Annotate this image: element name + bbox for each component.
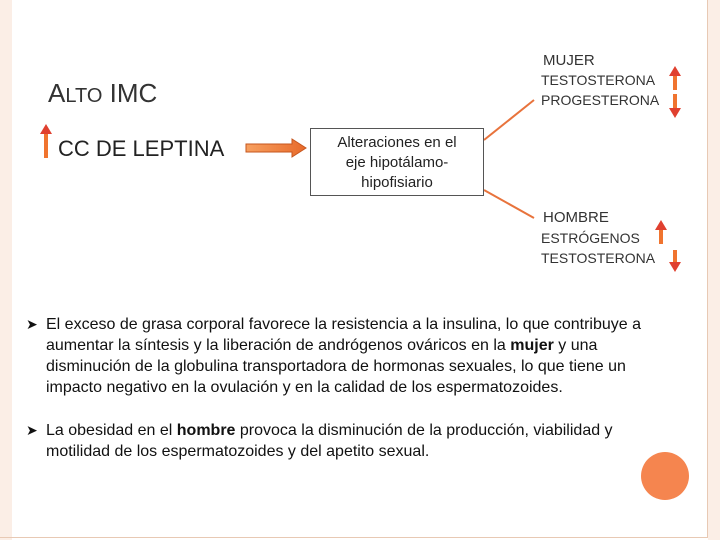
bullet-item: ➤ La obesidad en el hombre provoca la disminución de la producción, viabilidad y motilidad de los espermatozoides y del apetito sexual. xyxy=(26,422,613,460)
arrow-down-icon xyxy=(669,94,681,118)
hombre-heading: HOMBRE xyxy=(543,209,609,226)
arrow-up-icon xyxy=(669,66,681,90)
arrow-down-icon xyxy=(669,250,681,272)
bullet-list xyxy=(26,314,676,484)
arrow-up-icon xyxy=(655,220,667,244)
hombre-hormone-testosterona: TESTOSTERONA xyxy=(541,250,656,266)
arrow-bullet-icon: ➤ xyxy=(26,316,38,332)
hombre-hormone-estrogenos: ESTRÓGENOS xyxy=(541,230,640,246)
mujer-hormone-progesterona: PROGESTERONA xyxy=(541,92,660,108)
bullet-item: ➤ El exceso de grasa corporal favorece la resistencia a la insulina, lo que contribuye a aumentar la síntesis y la liberación de andrógenos ováricos en la mujer y una disminución de la globulina transportadora de hormonas sexuales, lo que tiene un impacto negativo en la ovulación y en la calidad de los espermatozoides. xyxy=(26,316,641,396)
connector-line-mujer xyxy=(484,100,534,140)
arrow-up-icon xyxy=(40,124,52,158)
box-line-2: eje hipotálamo- xyxy=(345,154,449,171)
arrow-right-icon xyxy=(246,139,306,157)
mujer-hormone-testosterona: TESTOSTERONA xyxy=(541,72,656,88)
box-line-1: Alteraciones en el xyxy=(337,134,457,151)
slide-title: ALTO IMC xyxy=(48,78,158,108)
mujer-heading: MUJER xyxy=(543,52,595,69)
box-line-3: hipofisiario xyxy=(361,174,433,191)
decor-circle xyxy=(641,452,689,500)
leptina-label: CC DE LEPTINA xyxy=(58,136,225,161)
arrow-bullet-icon: ➤ xyxy=(26,422,38,438)
connector-line-hombre xyxy=(484,190,534,218)
hypothalamic-axis-box xyxy=(310,128,484,196)
